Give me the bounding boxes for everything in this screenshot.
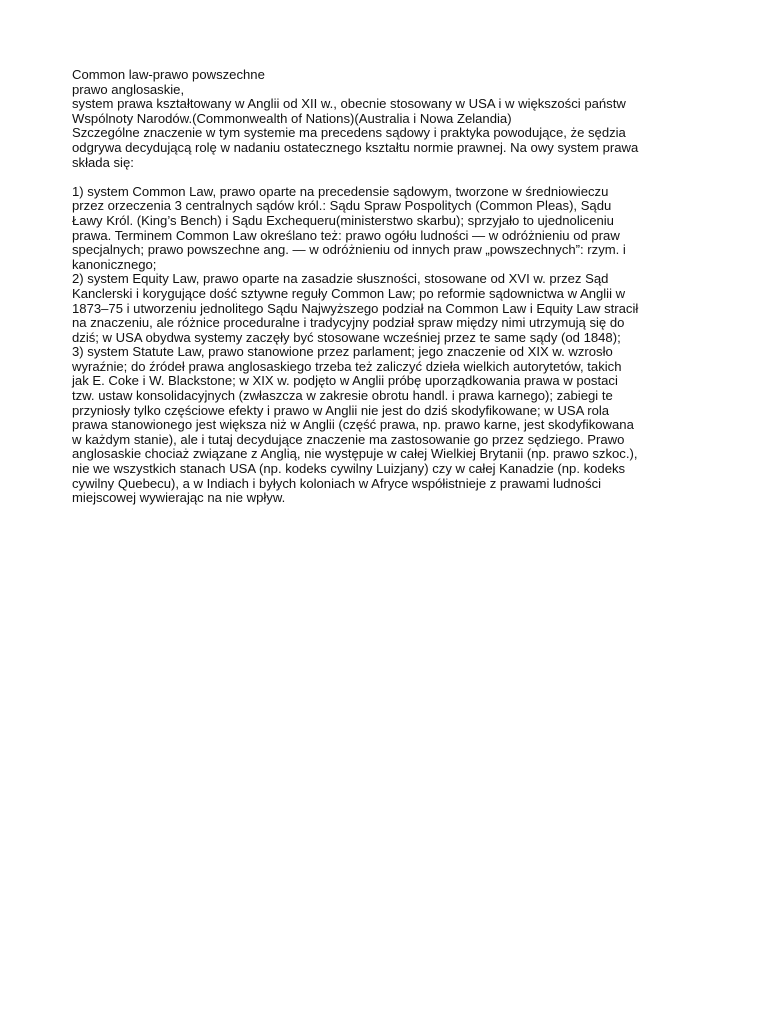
text-line: Szczególne znaczenie w tym systemie ma precedens sądowy i praktyka powodujące, że sędzia bbox=[72, 125, 626, 141]
text-line: 3) system Statute Law, prawo stanowione przez parlament; jego znaczenie od XIX w. wzrosło bbox=[72, 344, 613, 360]
text-line: na znaczeniu, ale różnice proceduralne i tradycyjny podział spraw między nimi utrzymują się do bbox=[72, 315, 625, 331]
text-line: cywilny Quebecu), a w Indiach i byłych koloniach w Afryce współistnieje z prawami ludności bbox=[72, 475, 602, 491]
text-line: specjalnych; prawo powszechne ang. — w odróżnieniu od innych praw „powszechnych”: rzym. i bbox=[72, 242, 626, 258]
text-line: Common law-prawo powszechne bbox=[72, 67, 265, 82]
text-line: anglosaskie chociaż związane z Anglią, nie występuje w całej Wielkiej Brytanii (np. prawo szkoc.), bbox=[72, 446, 638, 462]
text-line: 2) system Equity Law, prawo oparte na zasadzie słuszności, stosowane od XVI w. przez Sąd bbox=[72, 271, 609, 287]
text-line: przez orzeczenia 3 centralnych sądów król.: Sądu Spraw Pospolitych (Common Pleas), Sądu bbox=[72, 198, 612, 214]
text-line: Wspólnoty Narodów.(Commonwealth of Nations)(Australia i Nowa Zelandia) bbox=[72, 110, 512, 126]
text-line: prawa. Terminem Common Law określano też: prawo ogółu ludności — w odróżnieniu od praw bbox=[72, 227, 620, 243]
text-line: Kanclerski i korygujące dość sztywne reguły Common Law; po reformie sądownictwa w Anglii w bbox=[72, 285, 626, 301]
text-line: wyraźnie; do źródeł prawa anglosaskiego trzeba też zaliczyć dzieła wielkich autorytetów, takich bbox=[72, 358, 622, 374]
text-line: jak E. Coke i W. Blackstone; w XIX w. podjęto w Anglii próbę uporządkowania prawa w postaci bbox=[72, 373, 618, 389]
text-line: Ławy Król. (King’s Bench) i Sądu Exchequeru(ministerstwo skarbu); sprzyjało to ujednoliceniu bbox=[72, 212, 614, 228]
text-line: nie we wszystkich stanach USA (np. kodeks cywilny Luizjany) czy w całej Kanadzie (np. kodeks bbox=[72, 461, 626, 477]
text-line: 1873–75 i utworzeniu jednolitego Sądu Najwyższego podział na Common Law i Equity Law stracił bbox=[72, 300, 639, 316]
document-body bbox=[72, 68, 702, 506]
text-line: przyniosły tylko częściowe efekty i prawo w Anglii nie jest do dziś skodyfikowane; w USA rola bbox=[72, 402, 610, 418]
text-line: system prawa kształtowany w Anglii od XII w., obecnie stosowany w USA i w większości państw bbox=[72, 96, 626, 112]
text-line: dziś; w USA obydwa systemy zaczęły być stosowane wcześniej przez te same sądy (od 1848); bbox=[72, 329, 621, 345]
text-line: kanonicznego; bbox=[72, 256, 157, 272]
text-line: odgrywa decydującą rolę w nadaniu ostatecznego kształtu normie prawnej. Na owy system prawa bbox=[72, 139, 639, 155]
text-line: prawa stanowionego jest większa niż w Anglii (część prawa, np. prawo karne, jest skodyfikowana bbox=[72, 417, 634, 433]
text-line: w każdym stanie), ale i tutaj decydujące znaczenie ma zastosowanie go przez sędziego. Prawo bbox=[72, 431, 625, 447]
text-line: 1) system Common Law, prawo oparte na precedensie sądowym, tworzone w średniowieczu bbox=[72, 183, 609, 199]
text-line: tzw. ustaw konsolidacyjnych (zwłaszcza w zakresie obrotu handl. i prawa karnego); zabiegi te bbox=[72, 388, 613, 404]
text-line: prawo anglosaskie, bbox=[72, 81, 185, 97]
paragraph-break bbox=[72, 170, 702, 185]
text-line: składa się: bbox=[72, 154, 134, 170]
text-line: miejscowej wywierając na nie wpływ. bbox=[72, 490, 286, 506]
